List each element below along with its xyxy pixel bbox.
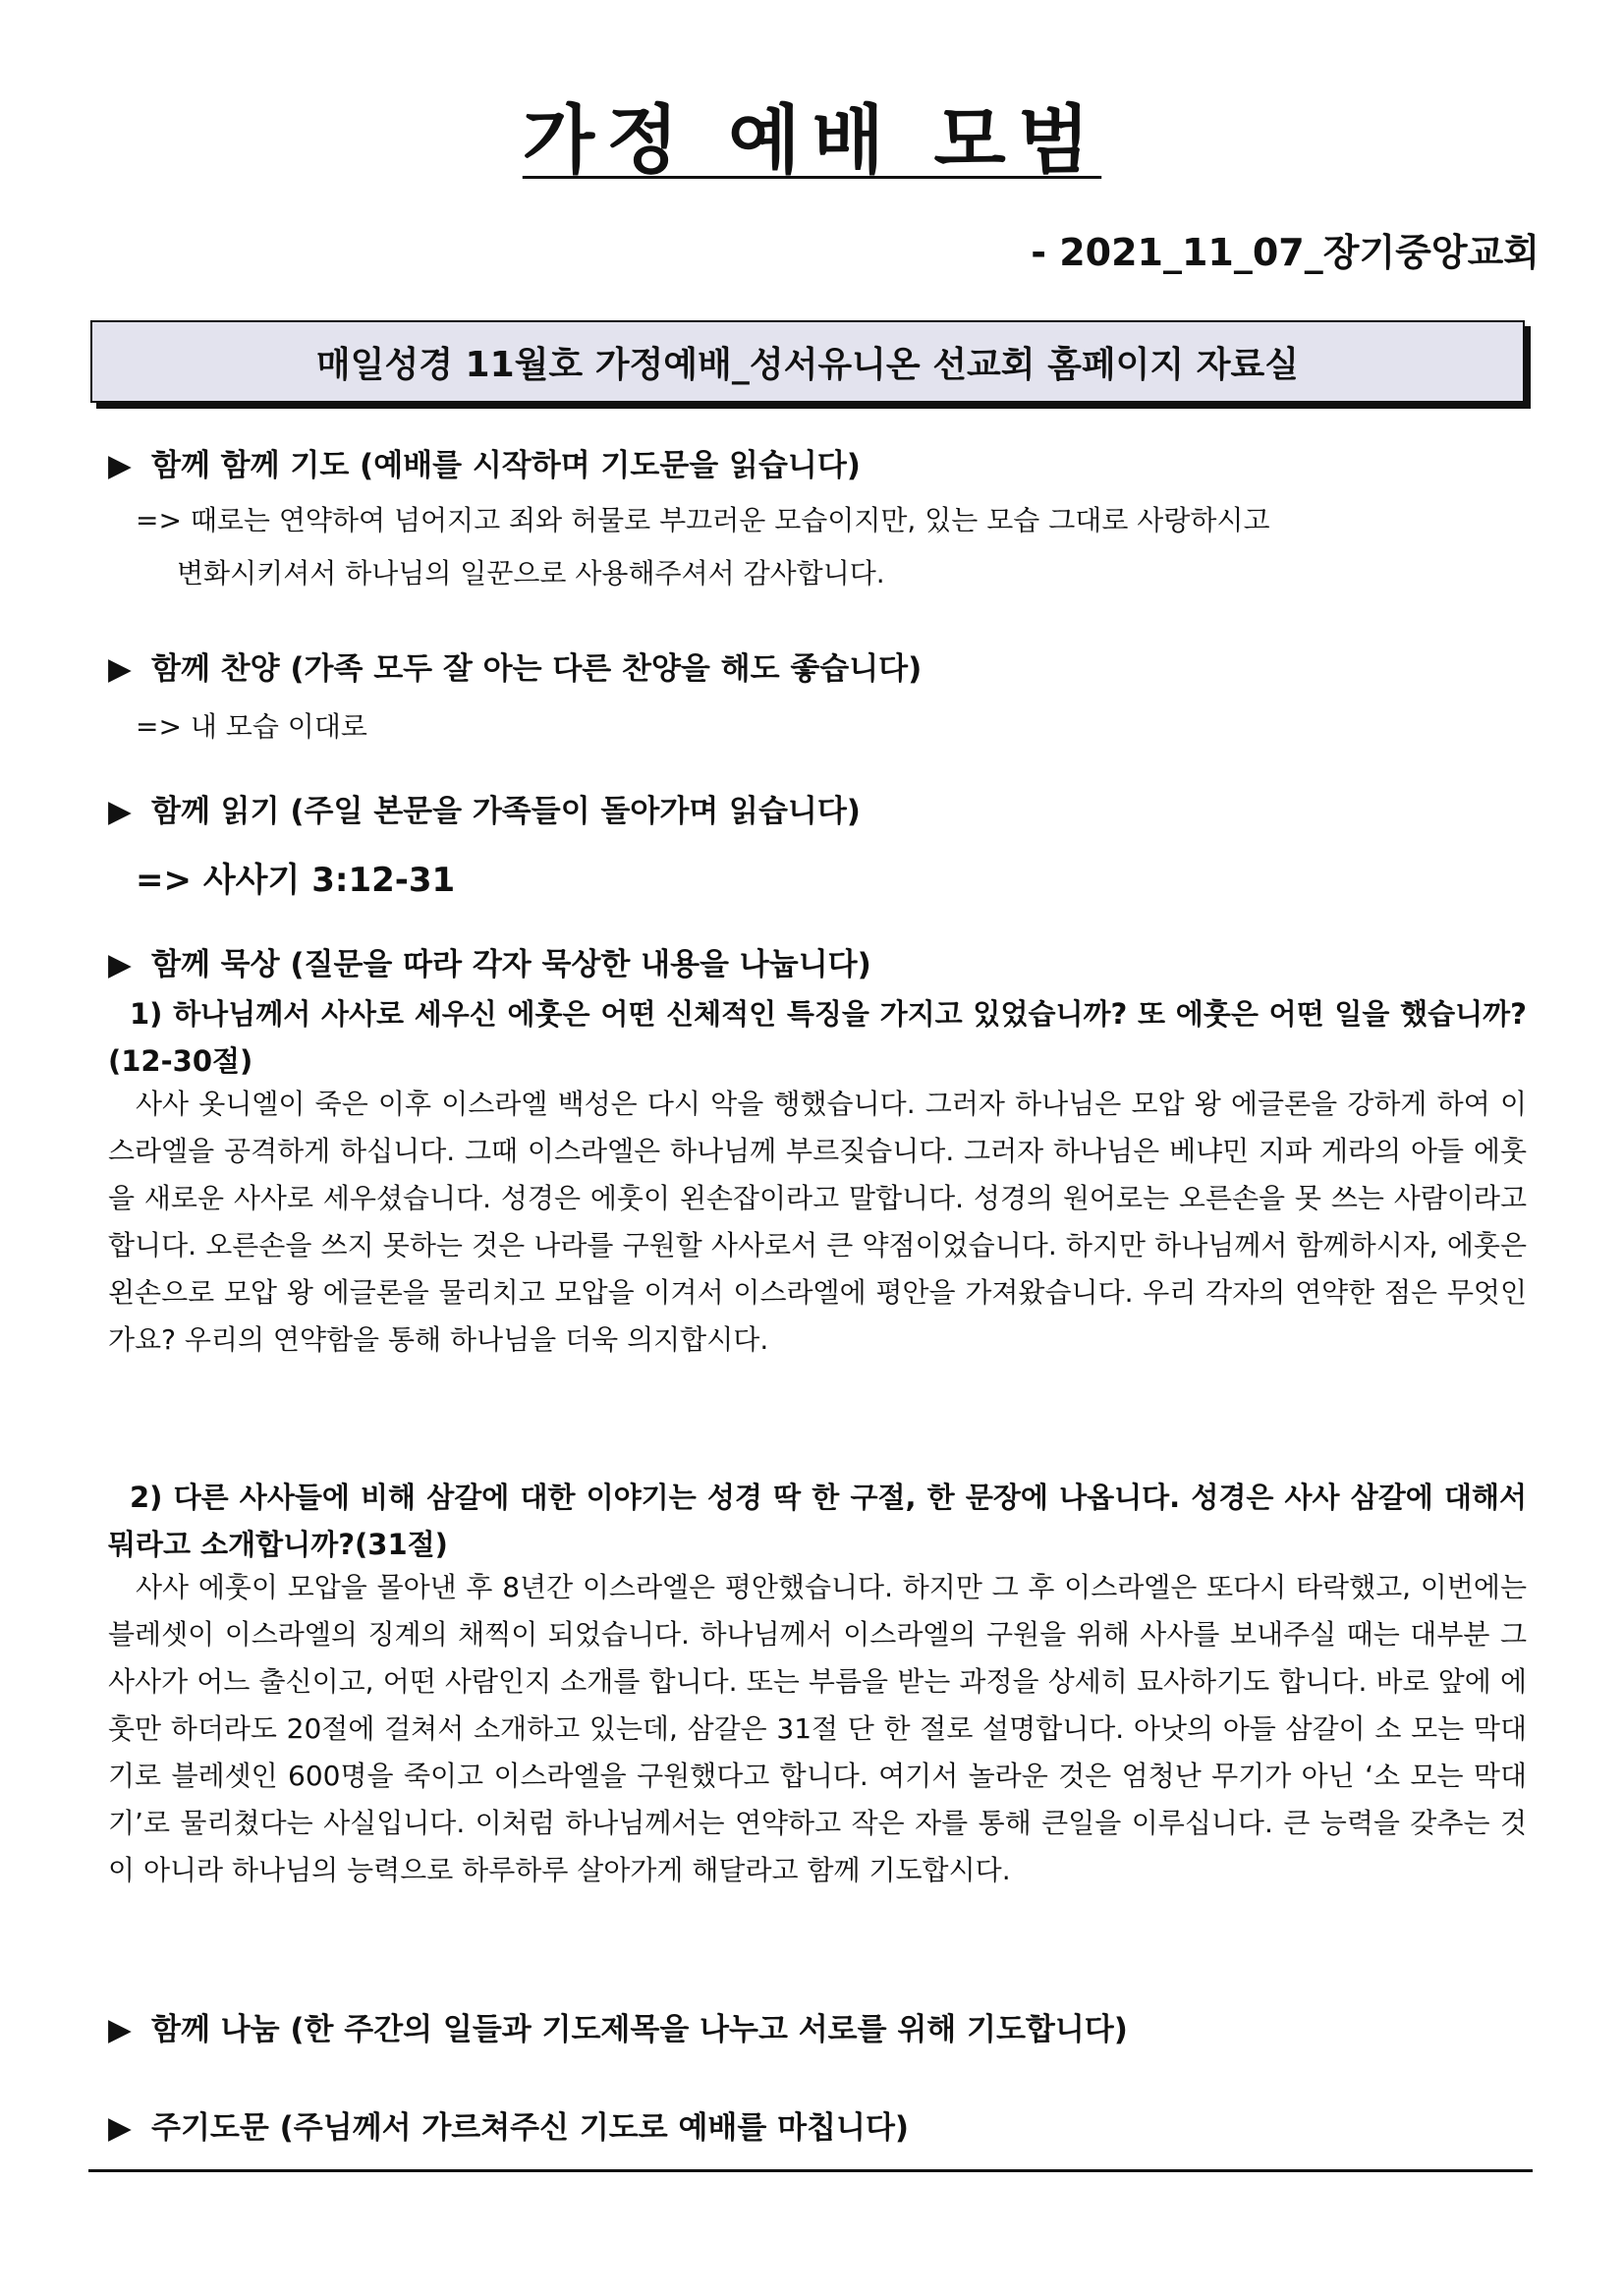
section-heading-sharing: ▶ 함께 나눔 (한 주간의 일들과 기도제목을 나누고 서로를 위해 기도합니다) bbox=[108, 2012, 1128, 2047]
answer-1: 사사 옷니엘이 죽은 이후 이스라엘 백성은 다시 악을 행했습니다. 그러자 하나님은 모압 왕 에글론을 강하게 하여 이스라엘을 공격하게 하십니다. 그때 이스라엘은 하나님께 부르짖습니다. 그러자 하나님은 베냐민 지파 게라의 아들 에훗을 새로운 사사로 세우셨습니다. 성경은 에훗이 왼손잡이라고 말합니다. 성경의 원어로는 오른손을 못 쓰는 사람이라고 합니다. 오른손을 쓰지 못하는 것은 나라를 구원할 사사로서 큰 약점이었습니다. 하지만 하나님께서 함께하시자, 에훗은 왼손으로 모압 왕 에글론을 물리치고 모압을 이겨서 이스라엘에 평안을 가져왔습니다. 우리 각자의 연약한 점은 무엇인가요? 우리의 연약함을 통해 하나님을 더욱 의지합시다. bbox=[108, 1088, 1527, 1356]
section-heading-reading: ▶ 함께 읽기 (주일 본문을 가족들이 돌아가며 읽습니다) bbox=[108, 794, 861, 829]
bullet-icon: ▶ bbox=[108, 2110, 132, 2146]
answer-2: 사사 에훗이 모압을 몰아낸 후 8년간 이스라엘은 평안했습니다. 하지만 그 후 이스라엘은 또다시 타락했고, 이번에는 블레셋이 이스라엘의 징계의 채찍이 되었습니다. 하나님께서 이스라엘의 구원을 위해 사사를 보내주실 때는 대부분 그 사사가 어느 출신이고, 어떤 사람인지 소개를 합니다. 또는 부름을 받는 과정을 상세히 묘사하기도 합니다. 바로 앞에 에훗만 하더라도 20절에 걸쳐서 소개하고 있는데, 삼갈은 31절 단 한 절로 설명합니다. 아낫의 아들 삼갈이 소 모는 막대기로 블레셋인 600명을 죽이고 이스라엘을 구원했다고 합니다. 여기서 놀라운 것은 엄청난 무기가 아닌 ‘소 모는 막대기’로 물리쳤다는 사실입니다. 이처럼 하나님께서는 연약하고 작은 자를 통해 큰일을 이루십니다. 큰 능력을 갖추는 것이 아니라 하나님의 능력으로 하루하루 살아가게 해달라고 함께 기도합시다. bbox=[108, 1571, 1527, 1886]
section-heading-lords-prayer: ▶ 주기도문 (주님께서 가르쳐주신 기도로 예배를 마칩니다) bbox=[108, 2110, 910, 2146]
prayer-line-2: 변화시키셔서 하나님의 일꾼으로 사용해주셔서 감사합니다. bbox=[177, 557, 885, 589]
page-title: 가정 예배 모범 bbox=[522, 96, 1102, 184]
section-heading-prayer: ▶ 함께 함께 기도 (예배를 시작하며 기도문을 읽습니다) bbox=[108, 448, 861, 483]
question-1: 1) 하나님께서 사사로 세우신 에훗은 어떤 신체적인 특징을 가지고 있었습니까? 또 에훗은 어떤 일을 했습니까?(12-30절) bbox=[108, 997, 1527, 1078]
source-banner: 매일성경 11월호 가정예배_성서유니온 선교회 홈페이지 자료실 bbox=[90, 320, 1525, 403]
bottom-divider bbox=[88, 2169, 1533, 2172]
reading-passage: => 사사기 3:12-31 bbox=[136, 861, 456, 900]
bullet-icon: ▶ bbox=[108, 448, 132, 483]
bullet-icon: ▶ bbox=[108, 2012, 132, 2047]
prayer-line-1: => 때로는 연약하여 넘어지고 죄와 허물로 부끄러운 모습이지만, 있는 모습 그대로 사랑하시고 bbox=[136, 504, 1270, 536]
question-2: 2) 다른 사사들에 비해 삼갈에 대한 이야기는 성경 딱 한 구절, 한 문장에 나옵니다. 성경은 사사 삼갈에 대해서 뭐라고 소개합니까?(31절) bbox=[108, 1481, 1527, 1561]
bullet-icon: ▶ bbox=[108, 651, 132, 687]
section-heading-meditation: ▶ 함께 묵상 (질문을 따라 각자 묵상한 내용을 나눕니다) bbox=[108, 947, 871, 982]
praise-song: => 내 모습 이대로 bbox=[136, 710, 367, 743]
bullet-icon: ▶ bbox=[108, 794, 132, 829]
date-church-line: - 2021_11_07_장기중앙교회 bbox=[1031, 231, 1540, 274]
section-heading-praise: ▶ 함께 찬양 (가족 모두 잘 아는 다른 찬양을 해도 좋습니다) bbox=[108, 651, 923, 687]
bullet-icon: ▶ bbox=[108, 947, 132, 982]
